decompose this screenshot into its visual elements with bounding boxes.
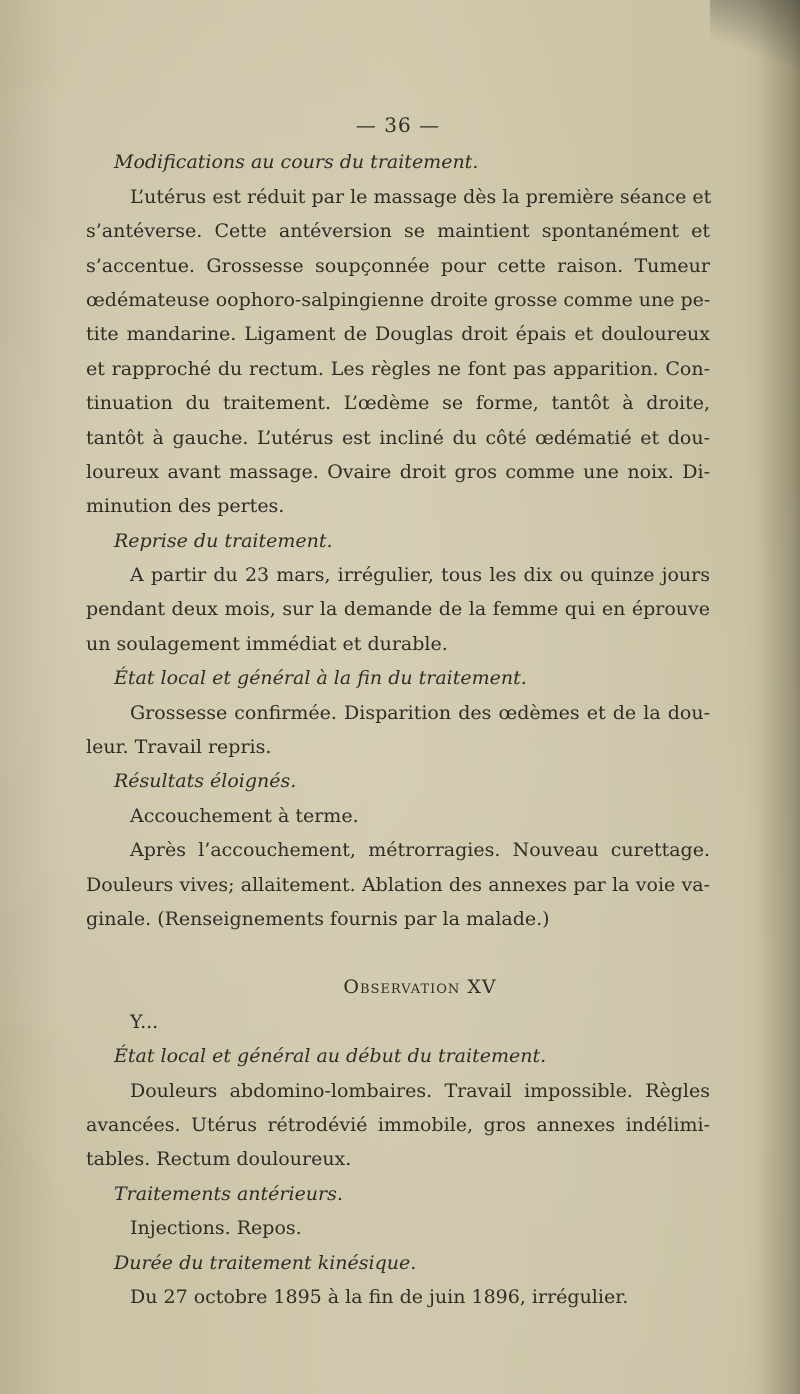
- text-line: tantôt à gauche. L’utérus est incliné du côté œdématié et dou-: [86, 426, 710, 449]
- text-line: loureux avant massage. Ovaire droit gros comme une noix. Di-: [86, 460, 710, 483]
- text-line: Accouchement à terme.: [130, 804, 359, 827]
- text-line: tite mandarine. Ligament de Douglas droit épais et douloureux: [86, 323, 710, 346]
- text-line: Du 27 octobre 1895 à la fin de juin 1896, irrégulier.: [130, 1285, 629, 1308]
- section-spacer: [86, 936, 710, 970]
- text-line: s’antéverse. Cette antéversion se maintient spontanément et: [86, 220, 710, 243]
- section-heading-traitements-anterieurs: Traitements antérieurs.: [114, 1182, 343, 1205]
- text-line: leur. Travail repris.: [86, 736, 272, 759]
- text-line: œdémateuse oophoro-salpingienne droite grosse comme une pe-: [86, 288, 711, 311]
- text-line: Grossesse confirmée. Disparition des œdèmes et de la dou-: [130, 701, 710, 724]
- text-line: et rapproché du rectum. Les règles ne font pas apparition. Con-: [86, 357, 710, 380]
- section-heading-etat-fin: État local et général à la fin du traitement.: [114, 667, 527, 690]
- text-line: s’accentue. Grossesse soupçonnée pour cette raison. Tumeur: [86, 254, 710, 277]
- observation-title: Observation XV: [343, 976, 497, 999]
- text-line: tinuation du traitement. L’œdème se forme, tantôt à droite,: [86, 392, 710, 415]
- text-line: avancées. Utérus rétrodévié immobile, gros annexes indélimi-: [86, 1113, 710, 1136]
- patient-name: Y...: [130, 1010, 159, 1033]
- text-line: Douleurs vives; allaitement. Ablation des annexes par la voie va-: [86, 873, 710, 896]
- section-heading-duree: Durée du traitement kinésique.: [114, 1251, 417, 1274]
- text-line: ginale. (Renseignements fournis par la malade.): [86, 907, 550, 930]
- section-heading-modifications: Modifications au cours du traitement.: [114, 151, 479, 174]
- text-line: un soulagement immédiat et durable.: [86, 632, 448, 655]
- section-heading-resultats: Résultats éloignés.: [114, 770, 297, 793]
- section-heading-etat-debut: État local et général au début du traitement.: [114, 1045, 547, 1068]
- text-line: A partir du 23 mars, irrégulier, tous les dix ou quinze jours: [130, 564, 710, 587]
- text-line: minution des pertes.: [86, 495, 285, 518]
- text-line: Après l’accouchement, métrorragies. Nouveau curettage.: [130, 839, 710, 862]
- text-line: tables. Rectum douloureux.: [86, 1148, 352, 1171]
- page-edge-shadow: [758, 0, 800, 1394]
- page-text: [86, 108, 710, 1314]
- section-heading-reprise: Reprise du traitement.: [114, 529, 333, 552]
- text-line: Douleurs abdomino-lombaires. Travail impossible. Règles: [130, 1079, 710, 1102]
- text-line: L’utérus est réduit par le massage dès la première séance et: [130, 185, 712, 208]
- text-line: pendant deux mois, sur la demande de la femme qui en éprouve: [86, 598, 710, 621]
- text-line: Injections. Repos.: [130, 1217, 302, 1240]
- page-number: — 36 —: [355, 113, 441, 137]
- page-corner-shadow: [710, 0, 800, 70]
